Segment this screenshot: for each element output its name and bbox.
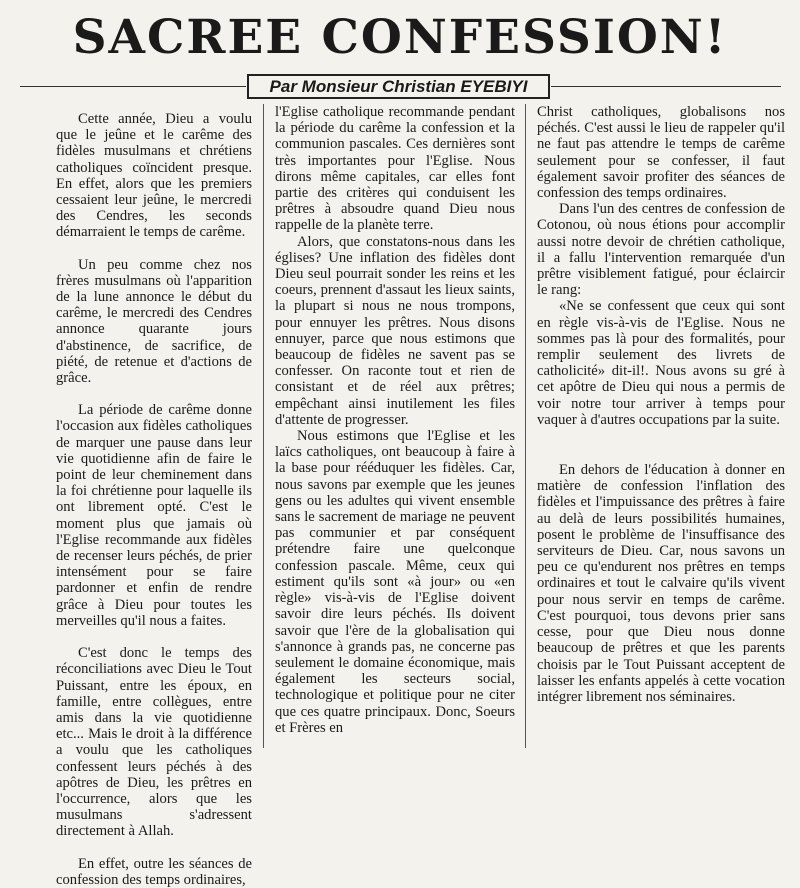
- paragraph: En dehors de l'éducation à donner en matière de confession l'inflation des fidèles et l'impuissance des prêtres à faire au delà de leurs possibilités humaines, posent le problème de l'insuffisance des serviteurs de Dieu. Car, nous savons un peu ce qu'endurent nos prêtres en temps ordinaires et tout le calvaire qu'ils vivent pour nous servir en temps de carême. C'est pourquoi, tous devons prier sans cesse, pour que Dieu nous donne beaucoup de prêtres et que les parents choisis par le Tout Puissant acceptent de laisser les enfants appelés à cette vocation intégrer librement nos séminaires.: [537, 462, 785, 705]
- article-title: SACREE CONFESSION!: [72, 10, 728, 65]
- paragraph: Nous estimons que l'Eglise et les laïcs catholiques, ont beaucoup à faire à la base pour rééduquer les fidèles. Car, nous savons par exemple que les jeunes gens ou les adultes qui vivent ensemble sans le sacrement de mariage ne peuvent pas communier et par conséquent prétendre faire une quelconque confession pascale. Même, ceux qui estiment qu'ils sont «à jour» ou «en règle» vis-à-vis de l'Eglise doivent savoir dire leurs péchés. Ils doivent savoir que l'ère de la globalisation qui s'annonce à grands pas, ne concerne pas seulement le domaine économique, mais également les secteurs social, technologique et politique pour ne citer que ces quatre principaux. Donc, Soeurs et Frères en: [275, 428, 515, 736]
- author-byline: Par Monsieur Christian EYEBIYI: [247, 74, 550, 99]
- paragraph: C'est donc le temps des réconciliations avec Dieu le Tout Puissant, entre les époux, en famille, entre collègues, entre amis dans la vie quotidienne etc... Mais le droit à la différence a voulu que les catholiques confessent leurs péchés à des apôtres de Dieu, les prêtres en l'occurrence, alors que les musulmans s'adressent directement à Allah.: [56, 645, 252, 840]
- paragraph: En effet, outre les séances de confession des temps ordinaires,: [56, 855, 252, 888]
- paragraph: Cette année, Dieu a voulu que le jeûne et le carême des fidèles musulmans et chrétiens catholiques coïncident presque. En effet, alors que les premiers cessaient leur jeûne, le mercredi des Cendres, les seconds démarraient le temps de carême.: [56, 111, 252, 241]
- paragraph: Alors, que constatons-nous dans les églises? Une inflation des fidèles dont Dieu seul pourrait sonder les reins et les coeurs, prennent d'assaut les lieux saints, la plupart si nous ne nous trompons, pour ennuyer les prêtres. Nous disons ennuyer, parce que nous estimons que beaucoup de fidèles ne savent pas se confesser. On raconte tout et rien de consistant et de réel aux prêtres; empêchant ainsi inutilement les files d'attente de progresser.: [275, 233, 515, 428]
- paragraph: Un peu comme chez nos frères musulmans où l'apparition de la lune annonce le début du carême, le mercredi des Cendres annonce quarante jours d'abstinence, de sacrifice, de piété, de retenue et d'actions de grâce.: [56, 256, 252, 387]
- article-column-3: [537, 104, 785, 705]
- article-column-2: [275, 104, 515, 736]
- title-rule-left: [20, 86, 246, 87]
- title-rule-right: [551, 86, 781, 87]
- paragraph: l'Eglise catholique recommande pendant la période du carême la confession et la communion pascales. Ces dernières sont très importantes pour l'Eglise. Nous dirons même capitales, car elles font partie des critères qui conduisent les prêtres à absoudre quand Dieu nous rappelle de la planète terre.: [275, 104, 515, 234]
- column-divider-1: [263, 104, 264, 748]
- paragraph: Christ catholiques, globalisons nos péchés. C'est aussi le lieu de rappeler qu'il ne faut pas attendre le temps de carême seulement pour se confesser, il faut également savoir profiter des séances de confession des temps ordinaires.: [537, 104, 785, 202]
- paragraph: Dans l'un des centres de confession de Cotonou, où nous étions pour accomplir aussi notre devoir de chrétien catholique, il a fallu l'intervention remarquée d'un prêtre visiblement fatigué, pour éclaircir le rang:: [537, 201, 785, 299]
- article-column-1: [56, 111, 252, 888]
- paragraph: «Ne se confessent que ceux qui sont en règle vis-à-vis de l'Eglise. Nous ne sommes pas là pour des formalités, pour remplir seulement des livrets de catholicité» dit-il!. Nous avons su gré à cet apôtre de Dieu qui nous a permis de voir notre tour arriver à temps pour vaquer à d'autres occupations par la suite.: [537, 298, 785, 428]
- column-divider-2: [525, 104, 526, 748]
- paragraph: La période de carême donne l'occasion aux fidèles catholiques de marquer une pause dans leur vie quotidienne afin de faire le point de leur cheminement dans la foi chrétienne pour laquelle ils ont librement opté. C'est le moment plus que jamais où l'Eglise recommande aux fidèles de recenser leurs péchés, de prier intensément pour se faire pardonner et enfin de rendre grâce à Dieu pour toutes les merveilles qu'il nous a faites.: [56, 402, 252, 629]
